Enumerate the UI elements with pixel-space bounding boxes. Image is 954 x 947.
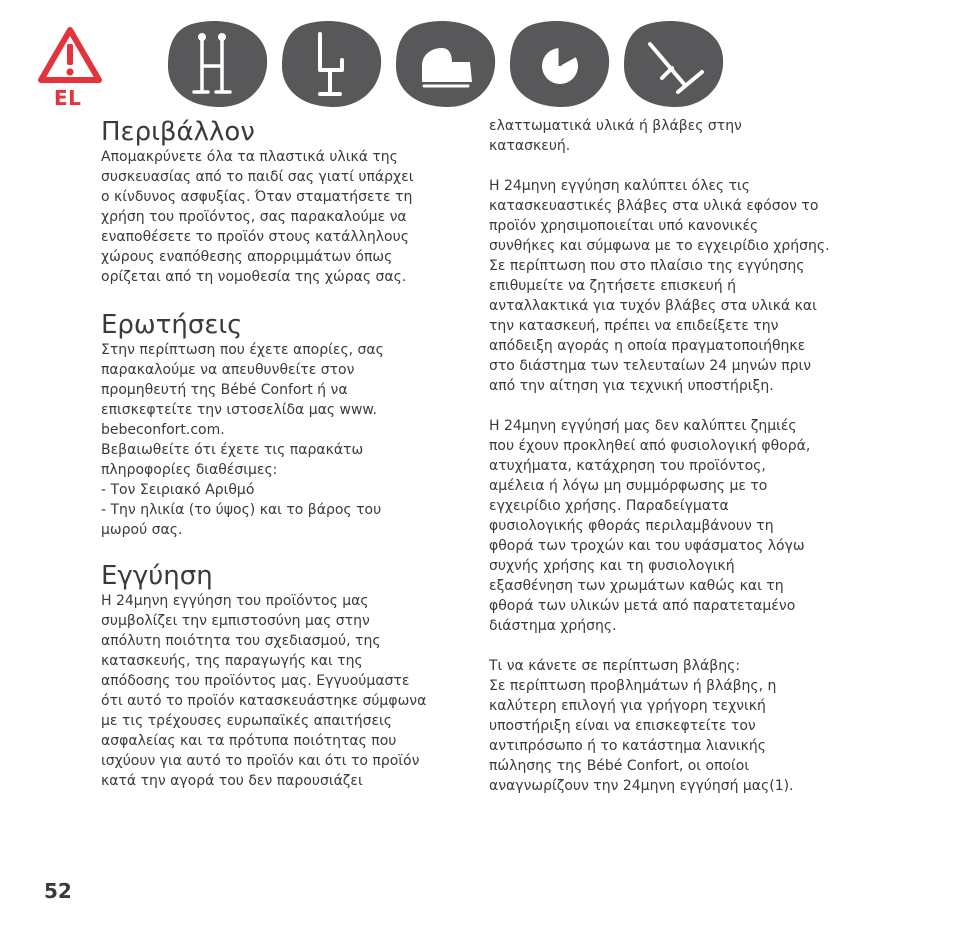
carrycot-icon xyxy=(394,20,497,108)
left-column xyxy=(101,117,461,791)
warranty-heading: Εγγύηση xyxy=(101,561,213,591)
environment-heading: Περιβάλλον xyxy=(101,117,255,147)
fault-procedure-paragraph: Τι να κάνετε σε περίπτωση βλάβης: Σε περίπτωση προβλημάτων ή βλάβης, η καλύτερη επιλογή για γρήγορη τεχνική υποστήριξη είναι να επισκεφτείτε τον αντιπρόσωπο ή το κατάστημα λιανικής πώλησης της Bébé Confort, οι οποίοι αναγνωρίζουν την 24μηνη εγγύησή μας(1). xyxy=(489,658,794,794)
seat-icon xyxy=(280,20,383,108)
questions-heading: Ερωτήσεις xyxy=(101,310,243,340)
questions-body: Στην περίπτωση που έχετε απορίες, σας παρακαλούμε να απευθυνθείτε στον προμηθευτή της Bébé Confort ή να επισκεφτείτε την ιστοσελίδα μας www. bebeconfort.com. Βεβαιωθείτε ότι έχετε τις παρακάτω πληροφορίες διαθέσιμες: - Τον Σειριακό Αριθμό - Την ηλικία (το ύψος) και το βάρος του μωρού σας. xyxy=(101,342,384,538)
stroller-frame-icon xyxy=(166,20,269,108)
warranty-body: Η 24μηνη εγγύηση του προϊόντος μας συμβολίζει την εμπιστοσύνη μας στην απόλυτη ποιότητα του σχεδιασμού, της κατασκευής, της παραγωγής και της απόδοσης του προϊόντος μας. Εγγυούμαστε ότι αυτό το προϊόν κατασκευάστηκε σύμφωνα με τις τρέχουσες ευρωπαϊκές απαιτήσεις ασφαλείας και τα πρότυπα ποιότητας που ισχύουν για αυτό το προϊόν και ότι το προϊόν κατά την αγορά του δεν παρουσιάζει xyxy=(101,593,427,789)
environment-body: Απομακρύνετε όλα τα πλαστικά υλικά της συσκευασίας από το παιδί σας γιατί υπάρχει ο κίνδυνος ασφυξίας. Όταν σταματήσετε τη χρήση του προϊόντος, σας παρακαλούμε να εναποθέσετε το προϊόν στους κατάλληλους χώρους εναπόθεσης απορριμμάτων όπως ορίζεται από τη νομοθεσία της χώρας σας. xyxy=(101,149,414,285)
folded-stroller-icon xyxy=(622,20,725,108)
language-code: EL xyxy=(54,86,82,110)
warranty-continuation: ελαττωματικά υλικά ή βλάβες στην κατασκευή. xyxy=(489,118,742,154)
warning-icon xyxy=(37,26,103,86)
page-number: 52 xyxy=(44,879,72,903)
warranty-exclusions-paragraph: Η 24μηνη εγγύησή μας δεν καλύπτει ζημιές που έχουν προκληθεί από φυσιολογική φθορά, ατυχήματα, κατάχρηση του προϊόντος, αμέλεια ή λόγω μη συμμόρφωσης με το εγχειρίδιο χρήσης. Παραδείγματα φυσιολογικής φθοράς περιλαμβάνουν τη φθορά των τροχών και του υφάσματος λόγω συχνής χρήσης και τη φυσιολογική εξασθένηση των χρωμάτων καθώς και τη φθορά των υλικών μετά από παρατεταμένο διάστημα χρήσης. xyxy=(489,418,811,634)
right-column xyxy=(489,116,859,796)
warranty-coverage-paragraph: Η 24μηνη εγγύηση καλύπτει όλες τις κατασκευαστικές βλάβες στα υλικά εφόσον το προϊόν χρησιμοποιείται υπό κανονικές συνθήκες και σύμφωνα με το εγχειρίδιο χρήσης. Σε περίπτωση που στο πλαίσιο της εγγύησης επιθυμείτε να ζητήσετε επισκευή ή ανταλλακτικά για τυχόν βλάβες στα υλικά και την κατασκευή, πρέπει να επιδείξετε την απόδειξη αγοράς η οποία πραγματοποιήθηκε στο διάστημα των τελευταίων 24 μηνών πριν από την αίτηση για τεχνική υποστήριξη. xyxy=(489,178,830,394)
car-seat-icon xyxy=(508,20,611,108)
